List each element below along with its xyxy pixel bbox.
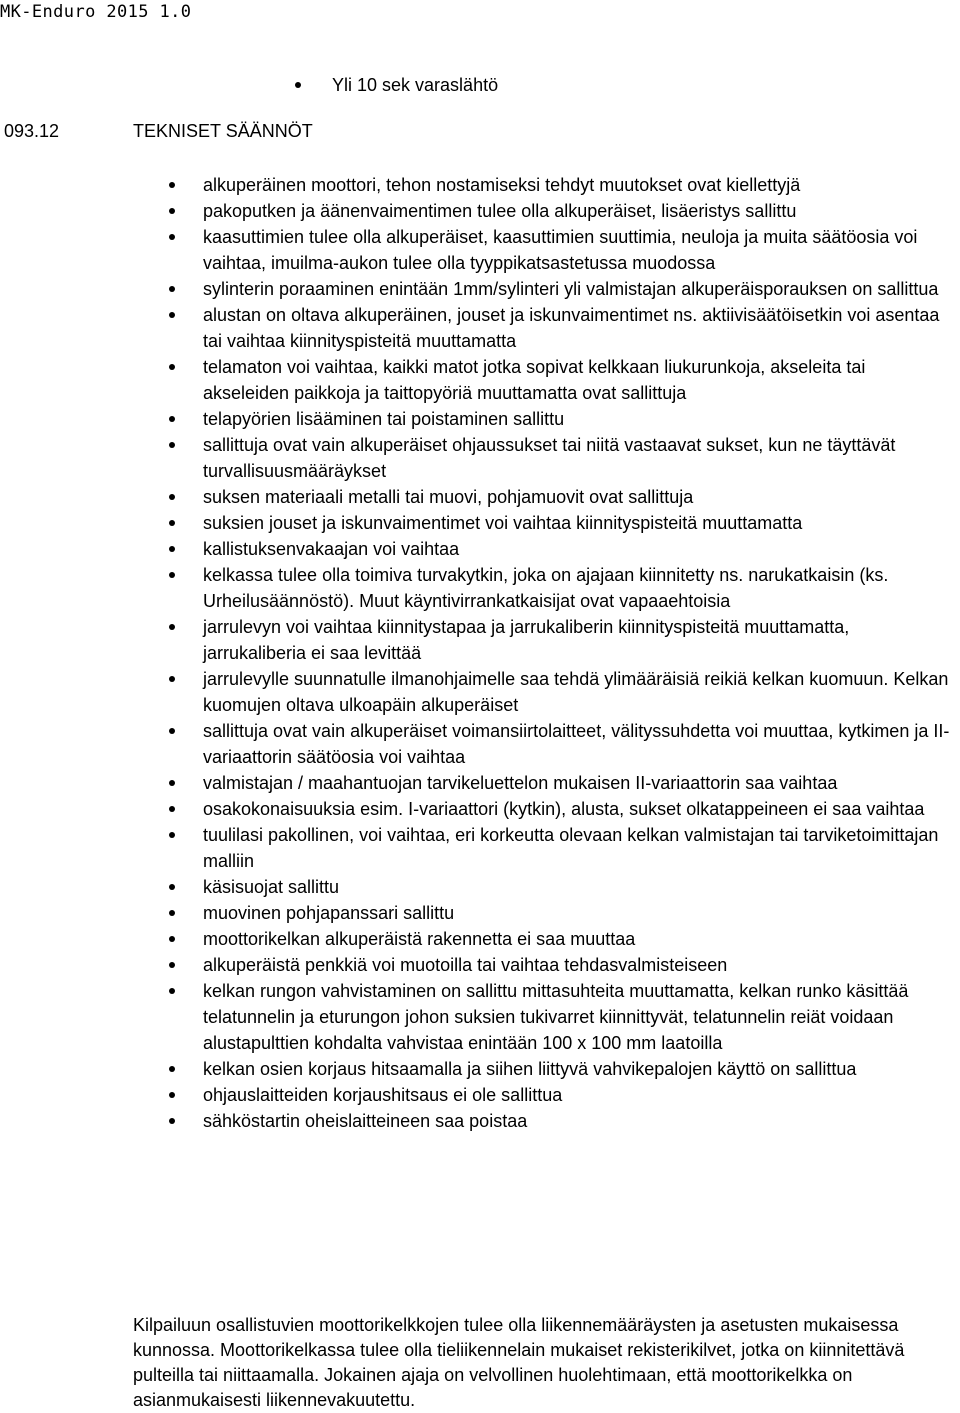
list-item-text: Yli 10 sek varaslähtö [332,75,499,95]
list-item-text: sallittuja ovat vain alkuperäiset voimansiirtolaitteet, välityssuhdetta voi muuttaa, kytkimen ja II-variaattorin säätöosia voi vaihtaa [203,721,950,767]
list-item-text: muovinen pohjapanssari sallittu [203,903,455,923]
list-item-text: jarrulevylle suunnatulle ilmanohjaimelle saa tehdä ylimääräisiä reikiä kelkan kuomuun. Kelkan kuomujen oltava ulkoapäin alkuperäiset [203,669,949,715]
bullet-icon [169,1092,175,1098]
list-item [0,666,960,718]
bullet-icon [169,806,175,812]
list-item-text: kelkan osien korjaus hitsaamalla ja siihen liittyvä vahvikepalojen käyttö on sallittua [203,1059,857,1079]
list-item-text: suksien jouset ja iskunvaimentimet voi vaihtaa kiinnityspisteitä muuttamatta [203,513,803,533]
list-item-text: sallittuja ovat vain alkuperäiset ohjaussukset tai niitä vastaavat sukset, kun ne täyttävät turvallisuusmääräykset [203,435,896,481]
list-item [0,796,960,822]
bullet-icon [169,572,175,578]
list-item-text: alkuperäinen moottori, tehon nostamiseksi tehdyt muutokset ovat kiellettyjä [203,175,801,195]
list-item [0,302,960,354]
section-number: 093.12 [4,121,60,141]
list-item-text: telamaton voi vaihtaa, kaikki matot jotka sopivat kelkkaan liukurunkoja, akseleita tai akseleiden paikkoja ja taittopyöriä muuttamatta ovat sallittuja [203,357,866,403]
list-item [0,926,960,952]
list-item-text: sylinterin poraaminen enintään 1mm/sylinteri yli valmistajan alkuperäisporauksen on sallittua [203,279,939,299]
bullet-icon [169,494,175,500]
list-item-text: alustan on oltava alkuperäinen, jouset ja iskunvaimentimet ns. aktiivisäätöisetkin voi asentaa tai vaihtaa kiinnityspisteitä muuttamatta [203,305,940,351]
bullet-icon [169,234,175,240]
list-item-text: suksen materiaali metalli tai muovi, pohjamuovit ovat sallittuja [203,487,694,507]
list-item [0,614,960,666]
bullet-icon [169,728,175,734]
list-item [0,770,960,796]
bullet-icon [169,624,175,630]
bullet-icon [169,1066,175,1072]
bullet-icon [169,962,175,968]
list-item [0,406,960,432]
list-item-text: jarrulevyn voi vaihtaa kiinnitystapaa ja jarrukaliberin kiinnityspisteitä muuttamatta, jarrukaliberia ei saa levittää [203,617,850,663]
list-item [0,536,960,562]
list-item [0,562,960,614]
bullet-icon [169,286,175,292]
bullet-icon [169,442,175,448]
bullet-icon [169,1118,175,1124]
list-item-text: moottorikelkan alkuperäistä rakennetta ei saa muuttaa [203,929,636,949]
list-item [0,224,960,276]
list-item-text: alkuperäistä penkkiä voi muotoilla tai vaihtaa tehdasvalmisteiseen [203,955,728,975]
list-item-text: sähköstartin oheislaitteineen saa poistaa [203,1111,528,1131]
list-item-text: valmistajan / maahantuojan tarvikeluettelon mukaisen II-variaattorin saa vaihtaa [203,773,838,793]
list-item-text: pakoputken ja äänenvaimentimen tulee olla alkuperäiset, lisäeristys sallittu [203,201,797,221]
list-item [0,1082,960,1108]
list-item-text: kallistuksenvakaajan voi vaihtaa [203,539,460,559]
list-item [0,900,960,926]
list-item-text: kelkassa tulee olla toimiva turvakytkin, joka on ajajaan kiinnitetty ns. narukatkaisin (ks. Urheilusäännöstö). Muut käyntivirrankatkaisijat ovat vapaaehtoisia [203,565,889,611]
list-item-text: ohjauslaitteiden korjaushitsaus ei ole sallittua [203,1085,563,1105]
bullet-icon [169,546,175,552]
list-item [0,978,960,1056]
list-item [0,432,960,484]
bullet-icon [169,936,175,942]
list-item [0,276,960,302]
list-item [0,510,960,536]
list-item [0,718,960,770]
list-item [0,874,960,900]
footer-paragraph: Kilpailuun osallistuvien moottorikelkkojen tulee olla liikennemääräysten ja asetusten mukaisessa kunnossa. Moottorikelkassa tulee olla tieliikennelain mukaiset rekisterikilvet, jotka on kiinnitettävä pulteilla tai niittaamalla. Jokainen ajaja on velvollinen huolehtimaan, että moottorikelkka on asianmukaisesti liikennevakuutettu. [133,1315,905,1410]
list-item-text: osakokonaisuuksia esim. I-variaattori (kytkin), alusta, sukset olkatappeineen ei saa vaihtaa [203,799,925,819]
list-item-text: kaasuttimien tulee olla alkuperäiset, kaasuttimien suuttimia, neuloja ja muita säätöosia voi vaihtaa, imuilma-aukon tulee olla tyyppikatsastetussa muodossa [203,227,918,273]
list-item [0,1056,960,1082]
rules-list [0,172,960,1134]
bullet-icon [295,82,301,88]
bullet-icon [169,520,175,526]
bullet-icon [169,780,175,786]
bullet-icon [169,988,175,994]
list-item-text: telapyörien lisääminen tai poistaminen sallittu [203,409,565,429]
bullet-icon [169,884,175,890]
list-item [0,354,960,406]
list-item-text: kelkan rungon vahvistaminen on sallittu mittasuhteita muuttamatta, kelkan runko käsittää telatunnelin ja eturungon johon suksien tukivarret kiinnittyvät, telatunnelin reiät voidaan alustapulttien kohdalta vahvistaa enintään 100 x 100 mm laatoilla [203,981,909,1053]
list-item [0,198,960,224]
bullet-icon [169,312,175,318]
bullet-icon [169,182,175,188]
list-item-text: tuulilasi pakollinen, voi vaihtaa, eri korkeutta olevaan kelkan valmistajan tai tarviketoimittajan malliin [203,825,939,871]
document-header: MK-Enduro 2015 1.0 [0,2,192,22]
list-item [0,822,960,874]
list-item [0,952,960,978]
bullet-icon [169,416,175,422]
list-item [0,1108,960,1134]
list-item-text: käsisuojat sallittu [203,877,340,897]
section-title: TEKNISET SÄÄNNÖT [133,121,313,141]
bullet-icon [169,208,175,214]
bullet-icon [169,910,175,916]
list-item [0,172,960,198]
bullet-icon [169,832,175,838]
list-item [0,484,960,510]
bullet-icon [169,364,175,370]
bullet-icon [169,676,175,682]
